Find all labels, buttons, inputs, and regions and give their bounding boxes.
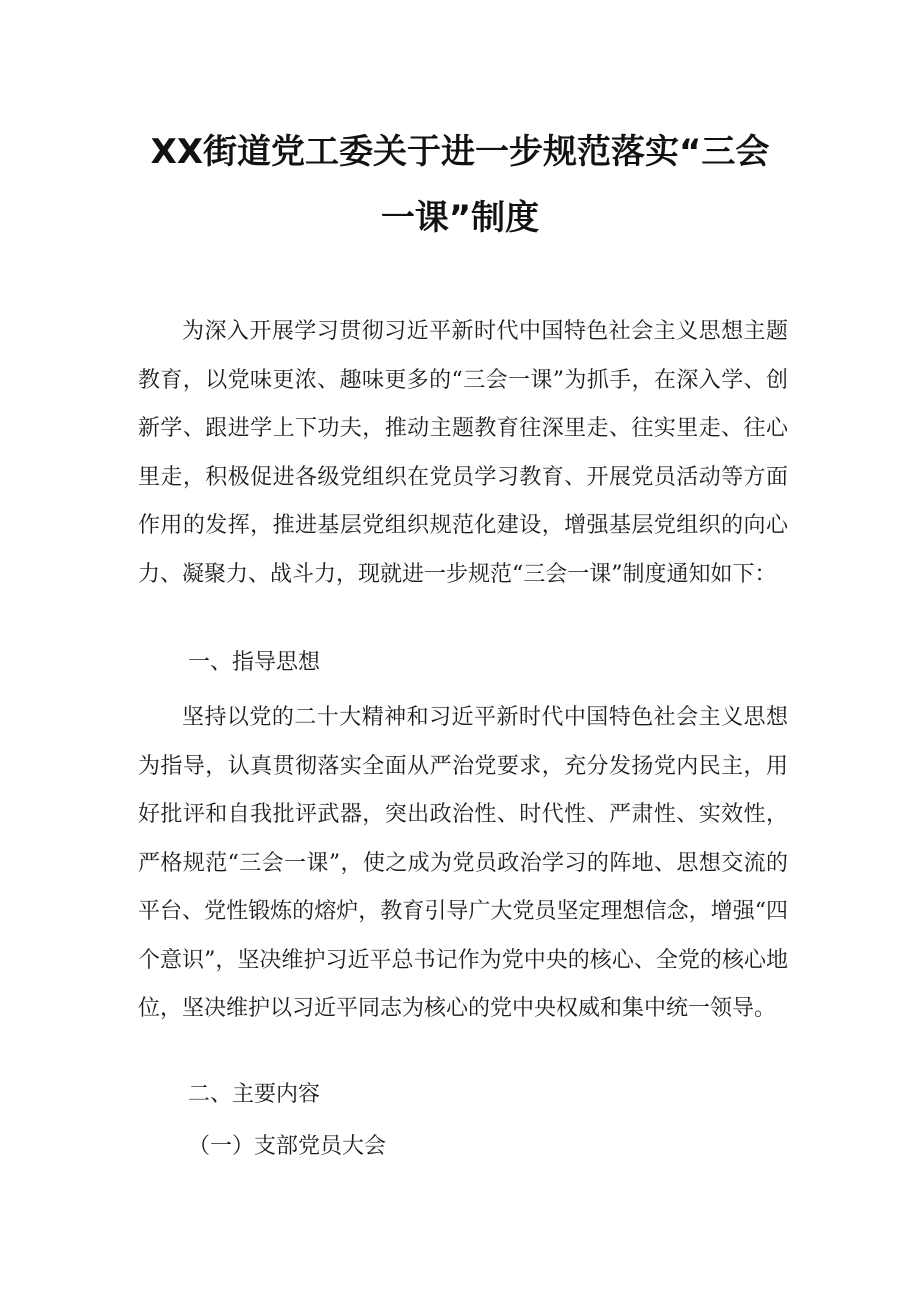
guiding-ideology-paragraph: 坚持以党的二十大精神和习近平新时代中国特色社会主义思想为指导，认真贯彻落实全面从严治党要求，充分发扬党内民主，用好批评和自我批评武器，突出政治性、时代性、严肃性、实效性，严格规范“三会一课”，使之成为党员政治学习的阵地、思想交流的平台、党性锻炼的熔炉，教育引导广大党员坚定理想信念，增强“四个意识”，坚决维护习近平总书记作为党中央的核心、全党的核心地位，坚决维护以习近平同志为核心的党中央权威和集中统一领导。 [138,705,788,1021]
document-title-line-1: XX街道党工委关于进一步规范落实“三会 [150,132,770,172]
subsection-heading-branch-meeting: （一）支部党员大会 [188,1134,387,1159]
document-title-line-2: 一课”制度 [380,198,540,238]
section-heading-guiding-ideology: 一、指导思想 [188,650,321,675]
intro-paragraph: 为深入开展学习贯彻习近平新时代中国特色社会主义思想主题教育，以党味更浓、趣味更多的“三会一课”为抓手，在深入学、创新学、跟进学上下功夫，推动主题教育往深里走、往实里走、往心里走，积极促进各级党组织在党员学习教育、开展党员活动等方面作用的发挥，推进基层党组织规范化建设，增强基层党组织的向心力、凝聚力、战斗力，现就进一步规范“三会一课”制度通知如下： [138,319,788,587]
section-heading-main-content: 二、主要内容 [188,1082,321,1107]
